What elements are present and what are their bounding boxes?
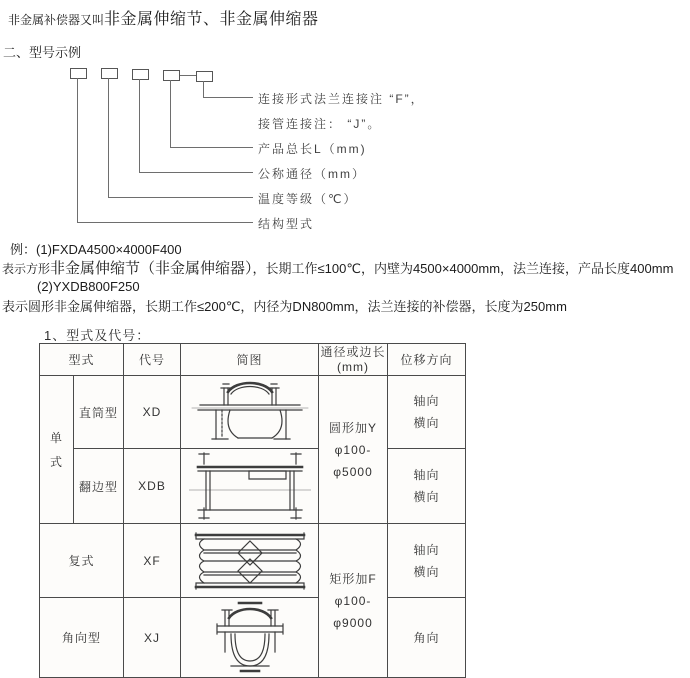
example-1-code-line	[10, 239, 182, 258]
leader-line-2-h	[108, 197, 253, 198]
example-1-code: (1)FXDA4500×4000F400	[36, 242, 182, 257]
type-code-table	[39, 343, 466, 678]
page-title-emphasis: 非金属伸缩节、非金属伸缩器	[104, 11, 319, 28]
header-displacement: 位移方向	[388, 344, 466, 376]
header-type: 型式	[40, 344, 124, 376]
leader-line-5-h	[203, 97, 253, 98]
cell-disp-xj	[388, 598, 466, 678]
table-row-xd	[40, 376, 466, 449]
cell-sketch-xf	[181, 524, 319, 598]
header-size	[319, 344, 388, 376]
xf-compound-bellows-drawing	[188, 529, 312, 593]
header-size-line1: 通径或边长	[320, 344, 386, 359]
example-1-desc-prefix: 表示方形	[2, 262, 51, 276]
page-title	[8, 6, 319, 29]
example-1-desc-emphasis: 非金属伸缩节（非金属伸缩器）	[50, 260, 253, 277]
table-row-xf	[40, 524, 466, 598]
cell-sketch-xj	[181, 598, 319, 678]
cell-code-xj: XJ	[124, 598, 181, 678]
size-rect-line1: 矩形加F	[329, 571, 377, 586]
leader-line-4-v	[170, 80, 171, 147]
disp-xd-line2: 横向	[413, 416, 440, 430]
header-code: 代号	[124, 344, 181, 376]
leader-line-1-h	[77, 222, 253, 223]
example-2-description: 表示圆形非金属伸缩器，长期工作≤200℃，内径为DN800mm，法兰连接的补偿器，长度为250mm	[2, 299, 567, 314]
disp-xd-line1: 轴向	[413, 394, 440, 408]
xdb-flanged-drawing	[189, 451, 311, 521]
leader-line-3-v	[139, 79, 140, 172]
leader-line-3-h	[139, 172, 253, 173]
cell-type-xf: 复式	[40, 524, 124, 598]
leader-line-1-v	[77, 78, 78, 222]
diagram-label-structure-type: 结构型式	[258, 217, 315, 231]
cell-sketch-xdb	[181, 449, 319, 524]
group-single-char1: 单	[49, 430, 63, 445]
cell-type-xdb: 翻边型	[74, 449, 124, 524]
table-row-xj	[40, 598, 466, 678]
cell-code-xf: XF	[124, 524, 181, 598]
header-size-line2: (mm)	[337, 359, 369, 374]
section-heading-model-example: 二、型号示例	[3, 45, 82, 60]
code-box-3	[132, 69, 149, 80]
box4-box5-connector-line	[180, 75, 196, 76]
cell-size-rect	[319, 524, 388, 678]
disp-xdb-line2: 横向	[413, 490, 440, 504]
disp-xdb-line1: 轴向	[413, 468, 440, 482]
xd-straight-tube-drawing	[186, 380, 314, 444]
code-box-5	[196, 71, 213, 82]
size-round-line2: φ100-φ5000	[333, 442, 373, 479]
table-heading: 1、型式及代号：	[44, 328, 151, 343]
cell-size-round	[319, 376, 388, 524]
group-single-char2: 式	[49, 454, 63, 469]
code-box-2	[101, 68, 118, 79]
example-intro-label: 例：	[10, 242, 37, 257]
diagram-label-product-length: 产品总长L（mm)	[258, 142, 367, 156]
leader-line-5-v	[203, 81, 204, 97]
size-rect-line2: φ100-φ9000	[333, 593, 373, 630]
code-box-1	[70, 68, 87, 79]
table-header-row	[40, 344, 466, 376]
page-title-prefix: 非金属补偿器又叫	[8, 13, 105, 27]
header-sketch: 简图	[181, 344, 319, 376]
diagram-label-nominal-diameter: 公称通径（mm）	[258, 167, 366, 181]
disp-xj-line1: 角向	[413, 630, 440, 645]
leader-line-4-h	[170, 147, 253, 148]
example-1-description	[2, 257, 673, 278]
cell-disp-xdb	[388, 449, 466, 524]
diagram-label-temperature-grade: 温度等级（℃）	[258, 192, 358, 206]
disp-xf-line1: 轴向	[413, 542, 440, 557]
example-2-code: (2)YXDB800F250	[37, 279, 140, 294]
cell-type-xj: 角向型	[40, 598, 124, 678]
group-cell-single	[40, 376, 74, 524]
disp-xf-line2: 横向	[413, 564, 440, 579]
example-1-desc-rest: ，长期工作≤100℃，内壁为4500×4000mm，法兰连接，产品长度400mm	[252, 261, 674, 276]
cell-type-xd: 直筒型	[74, 376, 124, 449]
cell-code-xdb: XDB	[124, 449, 181, 524]
cell-disp-xf	[388, 524, 466, 598]
diagram-label-flange-connection: 连接形式法兰连接注 “F”，	[258, 92, 425, 106]
size-round-line1: 圆形加Y	[329, 420, 378, 435]
diagram-label-pipe-connection: 接管连接注： “J”。	[258, 117, 382, 131]
code-box-4	[163, 70, 180, 81]
leader-line-2-v	[108, 78, 109, 197]
table-row-xdb	[40, 449, 466, 524]
xj-angular-drawing	[195, 600, 305, 676]
cell-disp-xd	[388, 376, 466, 449]
cell-sketch-xd	[181, 376, 319, 449]
cell-code-xd: XD	[124, 376, 181, 449]
